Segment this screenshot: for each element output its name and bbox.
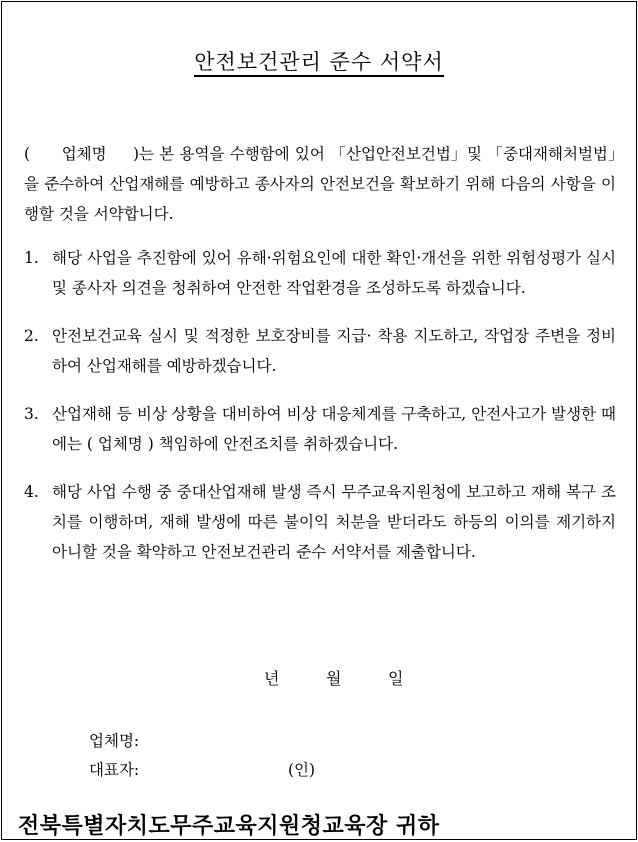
intro-paragraph: ( 업체명 )는 본 용역을 수행함에 있어 「산업안전보건법」및 「중대재해처벌법」을 준수하여 산업재해를 예방하고 종사자의 안전보건을 확보하기 위해 다음의 사항을 이행할 것을 서약합니다. [24, 145, 616, 223]
company-label: 업체명: [89, 732, 140, 750]
addressee: 전북특별자치도무주교육지원청교육장 귀하 [18, 813, 440, 839]
pledge-list [24, 243, 616, 585]
document-page [1, 1, 637, 840]
pledge-item-text: 해당 사업을 추진함에 있어 유해·위험요인에 대한 확인·개선을 위한 위험성평가 실시 및 종사자 의견을 청취하여 안전한 작업환경을 조성하도록 하겠습니다. [52, 249, 616, 297]
pledge-item-text: 안전보건교육 실시 및 적정한 보호장비를 지급· 착용 지도하고, 작업장 주변을 정비하여 산업재해를 예방하겠습니다. [52, 327, 616, 375]
date-line [264, 666, 403, 689]
pledge-item-number: 4. [24, 483, 39, 501]
representative-label: 대표자: [89, 761, 140, 779]
pledge-item-3 [24, 399, 616, 459]
seal-mark: (인) [288, 761, 316, 779]
pledge-item-1 [24, 243, 616, 303]
date-month: 월 [326, 669, 342, 688]
pledge-item-number: 3. [24, 405, 39, 423]
document-title-text: 안전보건관리 준수 서약서 [194, 50, 444, 77]
pledge-item-number: 1. [24, 249, 39, 267]
pledge-item-4 [24, 477, 616, 567]
pledge-item-2 [24, 321, 616, 381]
document-title [2, 46, 636, 76]
pledge-item-text: 해당 사업 수행 중 중대산업재해 발생 즉시 무주교육지원청에 보고하고 재해 복구 조치를 이행하며, 재해 발생에 따른 불이익 처분을 받더라도 하등의 이의를 제기하지 아니할 것을 확약하고 안전보건관리 준수 서약서를 제출합니다. [52, 483, 616, 561]
date-day: 일 [388, 669, 404, 688]
pledge-item-number: 2. [24, 327, 39, 345]
pledge-item-text: 산업재해 등 비상 상황을 대비하여 비상 대응체계를 구축하고, 안전사고가 발생한 때에는 ( 업체명 ) 책임하에 안전조치를 취하겠습니다. [52, 405, 616, 453]
date-year: 년 [264, 669, 280, 688]
